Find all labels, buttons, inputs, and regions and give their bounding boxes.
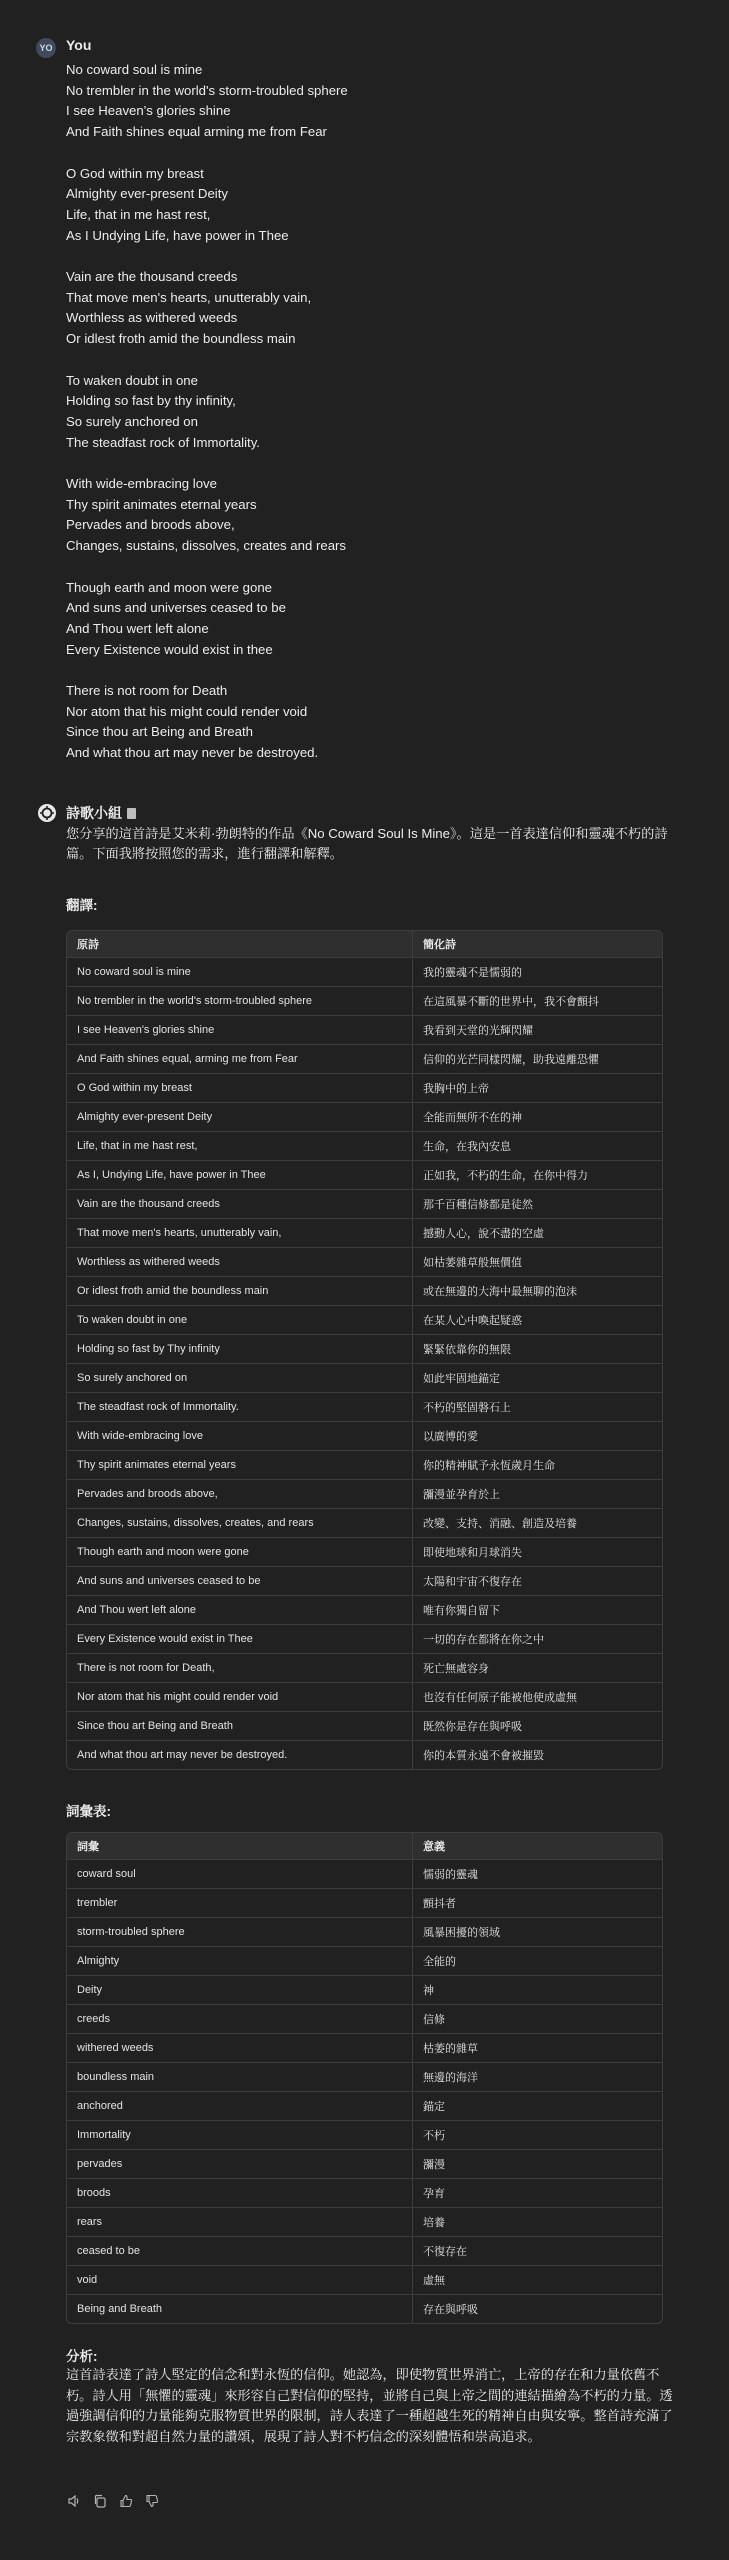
glossary-row-cell: 無邊的海洋 bbox=[413, 2063, 662, 2092]
glossary-row bbox=[67, 2237, 662, 2266]
translation-row-cell: 信仰的光芒同樣閃耀，助我遠離恐懼 bbox=[413, 1045, 662, 1074]
poem-line: Worthless as withered weeds bbox=[66, 310, 238, 326]
copy-icon[interactable] bbox=[92, 2493, 108, 2509]
translation-row-cell: As I, Undying Life, have power in Thee bbox=[67, 1161, 413, 1190]
translation-row bbox=[67, 1161, 662, 1190]
poem-line: As I Undying Life, have power in Thee bbox=[66, 227, 289, 243]
glossary-row-cell: 不復存在 bbox=[413, 2237, 662, 2266]
glossary-row bbox=[67, 1860, 662, 1889]
glossary-row bbox=[67, 2150, 662, 2179]
translation-row-cell: 不朽的堅固磐石上 bbox=[413, 1393, 662, 1422]
poem-stanza bbox=[66, 60, 666, 143]
translation-row-cell: Vain are the thousand creeds bbox=[67, 1190, 413, 1219]
glossary-row bbox=[67, 2208, 662, 2237]
poem-line: Vain are the thousand creeds bbox=[66, 269, 238, 284]
glossary-header-meaning: 意義 bbox=[413, 1833, 662, 1860]
poem-line: Holding so fast by thy infinity, bbox=[66, 393, 236, 409]
glossary-row-cell: 風暴困擾的領域 bbox=[413, 1918, 662, 1947]
glossary-row bbox=[67, 1889, 662, 1918]
translation-row-cell: Since thou art Being and Breath bbox=[67, 1712, 413, 1741]
glossary-row-cell: Deity bbox=[67, 1976, 413, 2005]
translation-row-cell: 在這風暴不斷的世界中，我不會顫抖 bbox=[413, 987, 662, 1016]
translation-row bbox=[67, 1074, 662, 1103]
translation-row-cell: 正如我，不朽的生命，在你中得力 bbox=[413, 1161, 662, 1190]
book-icon bbox=[127, 808, 136, 819]
poem-line: No trembler in the world's storm-troubled sphere bbox=[66, 82, 348, 98]
glossary-row-cell: 顫抖者 bbox=[413, 1889, 662, 1918]
poem-line: I see Heaven's glories shine bbox=[66, 103, 231, 119]
translation-row-cell: To waken doubt in one bbox=[67, 1306, 413, 1335]
glossary-row bbox=[67, 2005, 662, 2034]
translation-row-cell: Worthless as withered weeds bbox=[67, 1248, 413, 1277]
translation-row-cell: Nor atom that his might could render void bbox=[67, 1683, 413, 1712]
translation-row bbox=[67, 1045, 662, 1074]
translation-row bbox=[67, 1393, 662, 1422]
translation-row bbox=[67, 1335, 662, 1364]
poem-stanza bbox=[66, 578, 666, 661]
translation-row-cell: Thy spirit animates eternal years bbox=[67, 1451, 413, 1480]
poem-stanza bbox=[66, 267, 666, 350]
assistant-name-text: 詩歌小組 bbox=[66, 805, 122, 821]
translation-row bbox=[67, 1654, 662, 1683]
translation-row-cell: And Thou wert left alone bbox=[67, 1596, 413, 1625]
poem-line: And Thou wert left alone bbox=[66, 620, 209, 636]
glossary-row-cell: 全能的 bbox=[413, 1947, 662, 1976]
translation-row-cell: I see Heaven's glories shine bbox=[67, 1016, 413, 1045]
translation-row bbox=[67, 1538, 662, 1567]
message-actions bbox=[66, 2493, 160, 2509]
poem-line: Nor atom that his might could render void bbox=[66, 703, 308, 719]
translation-row-cell: And Faith shines equal, arming me from Fear bbox=[67, 1045, 413, 1074]
glossary-row-cell: trembler bbox=[67, 1889, 413, 1918]
glossary-row bbox=[67, 2063, 662, 2092]
glossary-row-cell: 虛無 bbox=[413, 2266, 662, 2295]
translation-row-cell: 一切的存在都將在你之中 bbox=[413, 1625, 662, 1654]
poem-line: O God within my breast bbox=[66, 165, 204, 181]
thumbs-up-icon[interactable] bbox=[118, 2493, 134, 2509]
translation-row-cell: There is not room for Death, bbox=[67, 1654, 413, 1683]
translation-row-cell: 我的靈魂不是懦弱的 bbox=[413, 958, 662, 987]
glossary-row bbox=[67, 2266, 662, 2295]
poem-line: Every Existence would exist in thee bbox=[66, 641, 273, 657]
glossary-row-cell: boundless main bbox=[67, 2063, 413, 2092]
glossary-row-cell: withered weeds bbox=[67, 2034, 413, 2063]
glossary-row-cell: 瀰漫 bbox=[413, 2150, 662, 2179]
translation-row-cell: No trembler in the world's storm-troubled sphere bbox=[67, 987, 413, 1016]
poem-line: Thy spirit animates eternal years bbox=[66, 496, 257, 512]
glossary-row bbox=[67, 2092, 662, 2121]
poem-line: And what thou art may never be destroyed. bbox=[66, 745, 319, 761]
user-avatar: YO bbox=[36, 38, 56, 58]
translation-row bbox=[67, 1306, 662, 1335]
analysis-label: 分析: bbox=[66, 2349, 98, 2364]
user-poem bbox=[66, 60, 666, 785]
translation-row-cell: 改變、支持、消融、創造及培養 bbox=[413, 1509, 662, 1538]
poem-line: Though earth and moon were gone bbox=[66, 579, 273, 595]
poem-line: To waken doubt in one bbox=[66, 372, 198, 388]
translation-row-cell: Changes, sustains, dissolves, creates, and rears bbox=[67, 1509, 413, 1538]
translation-row-cell: So surely anchored on bbox=[67, 1364, 413, 1393]
glossary-row bbox=[67, 1918, 662, 1947]
translation-row bbox=[67, 1248, 662, 1277]
glossary-row bbox=[67, 2295, 662, 2323]
glossary-row bbox=[67, 1947, 662, 1976]
translation-row bbox=[67, 1132, 662, 1161]
translation-row bbox=[67, 1219, 662, 1248]
poem-line: So surely anchored on bbox=[66, 413, 198, 429]
glossary-row-cell: storm-troubled sphere bbox=[67, 1918, 413, 1947]
translation-row-cell: 全能而無所不在的神 bbox=[413, 1103, 662, 1132]
translation-row bbox=[67, 1016, 662, 1045]
translation-row bbox=[67, 958, 662, 987]
glossary-row-cell: creeds bbox=[67, 2005, 413, 2034]
glossary-row-cell: Almighty bbox=[67, 1947, 413, 1976]
translation-row-cell: And what thou art may never be destroyed. bbox=[67, 1741, 413, 1769]
translation-row-cell: 即使地球和月球消失 bbox=[413, 1538, 662, 1567]
glossary-row-cell: void bbox=[67, 2266, 413, 2295]
poem-line: No coward soul is mine bbox=[66, 62, 203, 77]
translation-header-original: 原詩 bbox=[67, 931, 413, 958]
translation-row-cell: That move men's hearts, unutterably vain, bbox=[67, 1219, 413, 1248]
poem-stanza bbox=[66, 474, 666, 557]
glossary-table bbox=[66, 1832, 663, 2324]
translation-row bbox=[67, 1480, 662, 1509]
translation-row-cell: 以廣博的愛 bbox=[413, 1422, 662, 1451]
poem-stanza bbox=[66, 681, 666, 764]
translation-row bbox=[67, 1364, 662, 1393]
translation-row-cell: 如此牢固地錨定 bbox=[413, 1364, 662, 1393]
poem-line: And suns and universes ceased to be bbox=[66, 600, 286, 616]
translation-row-cell: 唯有你獨自留下 bbox=[413, 1596, 662, 1625]
translation-row bbox=[67, 1712, 662, 1741]
translation-row-cell: O God within my breast bbox=[67, 1074, 413, 1103]
translation-header-simplified: 簡化詩 bbox=[413, 931, 662, 958]
poem-line: Or idlest froth amid the boundless main bbox=[66, 331, 296, 347]
translation-header-row bbox=[67, 931, 662, 958]
poem-line: Almighty ever-present Deity bbox=[66, 186, 228, 202]
glossary-label: 詞彙表: bbox=[66, 1804, 111, 1819]
translation-label: 翻譯: bbox=[66, 898, 98, 913]
translation-row-cell: 或在無邊的大海中最無聊的泡沫 bbox=[413, 1277, 662, 1306]
poem-line: Life, that in me hast rest, bbox=[66, 206, 211, 222]
poem-line: The steadfast rock of Immortality. bbox=[66, 434, 260, 450]
translation-row bbox=[67, 1683, 662, 1712]
glossary-row-cell: pervades bbox=[67, 2150, 413, 2179]
translation-row-cell: With wide-embracing love bbox=[67, 1422, 413, 1451]
glossary-row-cell: 信條 bbox=[413, 2005, 662, 2034]
glossary-row-cell: 培養 bbox=[413, 2208, 662, 2237]
glossary-row bbox=[67, 2034, 662, 2063]
glossary-row-cell: 存在與呼吸 bbox=[423, 2304, 478, 2316]
analysis-paragraph: 這首詩表達了詩人堅定的信念和對永恆的信仰。她認為，即使物質世界消亡，上帝的存在和力量依舊不朽。詩人用「無懼的靈魂」來形容自己對信仰的堅持，並將自己與上帝之間的連結描繪為不朽的力量。透過強調信仰的力量能夠克服物質世界的限制，詩人表達了一種超越生死的精神自由與安寧。整首詩充滿了宗教象徵和對超自然力量的讚頌，展現了詩人對不朽信念的深刻體悟和崇高追求。 bbox=[66, 2367, 673, 2444]
translation-row-cell: 也沒有任何原子能被他使成虛無 bbox=[413, 1683, 662, 1712]
glossary-row-cell: coward soul bbox=[67, 1860, 413, 1889]
glossary-row-cell: broods bbox=[67, 2179, 413, 2208]
translation-row-cell: 既然你是存在與呼吸 bbox=[413, 1712, 662, 1741]
translation-row-cell: 撼動人心，說不盡的空虛 bbox=[413, 1219, 662, 1248]
translation-row bbox=[67, 1625, 662, 1654]
poem-line: With wide-embracing love bbox=[66, 476, 217, 491]
user-name: You bbox=[66, 37, 92, 53]
translation-row bbox=[67, 987, 662, 1016]
translation-row-cell: Though earth and moon were gone bbox=[67, 1538, 413, 1567]
translation-row-cell: 緊緊依靠你的無限 bbox=[413, 1335, 662, 1364]
poem-line: And Faith shines equal arming me from Fear bbox=[66, 124, 327, 140]
translation-row-cell: The steadfast rock of Immortality. bbox=[67, 1393, 413, 1422]
poem-line: Changes, sustains, dissolves, creates and rears bbox=[66, 538, 347, 554]
translation-row-cell: 我胸中的上帝 bbox=[413, 1074, 662, 1103]
glossary-row-cell: anchored bbox=[67, 2092, 413, 2121]
glossary-row-cell: 懦弱的靈魂 bbox=[413, 1860, 662, 1889]
translation-table bbox=[66, 930, 663, 1770]
translation-row-cell: Every Existence would exist in Thee bbox=[67, 1625, 413, 1654]
translation-row bbox=[67, 1190, 662, 1219]
translation-row bbox=[67, 1509, 662, 1538]
glossary-row-cell: 不朽 bbox=[413, 2121, 662, 2150]
glossary-row-cell: 枯萎的雜草 bbox=[413, 2034, 662, 2063]
translation-row-cell: 在某人心中喚起疑惑 bbox=[413, 1306, 662, 1335]
glossary-row bbox=[67, 2179, 662, 2208]
translation-row bbox=[67, 1596, 662, 1625]
poem-line: Pervades and broods above, bbox=[66, 517, 235, 533]
glossary-row bbox=[67, 2121, 662, 2150]
poem-stanza bbox=[66, 371, 666, 454]
poem-line: Since thou art Being and Breath bbox=[66, 724, 253, 740]
translation-row bbox=[67, 1567, 662, 1596]
glossary-row-cell: ceased to be bbox=[67, 2237, 413, 2266]
translation-row bbox=[67, 1103, 662, 1132]
translation-row-cell: 瀰漫並孕育於上 bbox=[413, 1480, 662, 1509]
speaker-icon[interactable] bbox=[66, 2493, 82, 2509]
translation-row-cell: No coward soul is mine bbox=[67, 958, 413, 987]
translation-row-cell: 你的本質永遠不會被摧毀 bbox=[423, 1750, 544, 1762]
translation-row-cell: Almighty ever-present Deity bbox=[67, 1103, 413, 1132]
glossary-header-term: 詞彙 bbox=[67, 1833, 413, 1860]
glossary-row-cell: rears bbox=[67, 2208, 413, 2237]
poem-line: There is not room for Death bbox=[66, 683, 228, 698]
translation-row-cell: 太陽和宇宙不復存在 bbox=[413, 1567, 662, 1596]
assistant-name bbox=[66, 803, 136, 823]
translation-row-cell: And suns and universes ceased to be bbox=[67, 1567, 413, 1596]
translation-row bbox=[67, 1277, 662, 1306]
translation-row-cell: 如枯萎雜草般無價值 bbox=[413, 1248, 662, 1277]
glossary-row-cell: Being and Breath bbox=[67, 2295, 413, 2323]
translation-row-cell: Or idlest froth amid the boundless main bbox=[67, 1277, 413, 1306]
translation-row-cell: Pervades and broods above, bbox=[67, 1480, 413, 1509]
poem-stanza bbox=[66, 164, 666, 247]
translation-row bbox=[67, 1451, 662, 1480]
glossary-row-cell: 錨定 bbox=[413, 2092, 662, 2121]
translation-row bbox=[67, 1741, 662, 1769]
glossary-row bbox=[67, 1976, 662, 2005]
translation-row-cell: 那千百種信條都是徒然 bbox=[413, 1190, 662, 1219]
intro-paragraph: 您分享的這首詩是艾米莉·勃朗特的作品《No Coward Soul Is Mine》。這是一首表達信仰和靈魂不朽的詩篇。下面我將按照您的需求，進行翻譯和解釋。 bbox=[66, 826, 668, 861]
thumbs-down-icon[interactable] bbox=[144, 2493, 160, 2509]
translation-row-cell: Holding so fast by Thy infinity bbox=[67, 1335, 413, 1364]
glossary-row-cell: 神 bbox=[413, 1976, 662, 2005]
translation-row-cell: 你的精神賦予永恆歲月生命 bbox=[413, 1451, 662, 1480]
glossary-header-row bbox=[67, 1833, 662, 1860]
translation-row bbox=[67, 1422, 662, 1451]
glossary-row-cell: 孕育 bbox=[413, 2179, 662, 2208]
translation-row-cell: Life, that in me hast rest, bbox=[67, 1132, 413, 1161]
glossary-row-cell: Immortality bbox=[67, 2121, 413, 2150]
translation-row-cell: 死亡無處容身 bbox=[413, 1654, 662, 1683]
translation-row-cell: 生命，在我內安息 bbox=[413, 1132, 662, 1161]
gpt-avatar-icon bbox=[36, 802, 58, 824]
poem-line: That move men's hearts, unutterably vain, bbox=[66, 289, 312, 305]
translation-row-cell: 我看到天堂的光輝閃耀 bbox=[413, 1016, 662, 1045]
